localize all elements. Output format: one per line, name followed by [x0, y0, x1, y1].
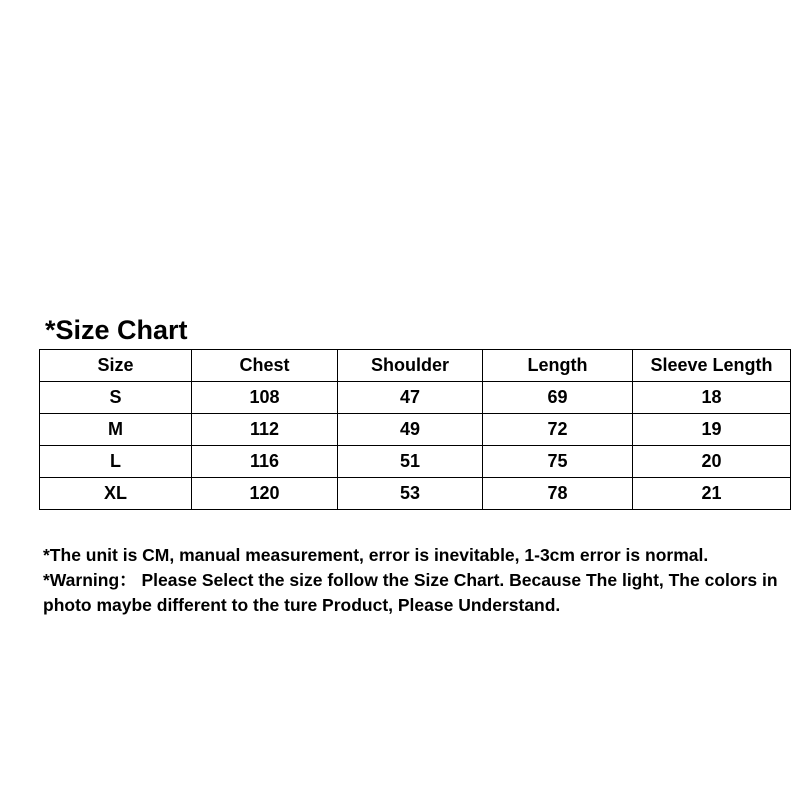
- cell-shoulder: 49: [338, 414, 483, 446]
- header-sleeve-length: Sleeve Length: [633, 350, 791, 382]
- cell-shoulder: 47: [338, 382, 483, 414]
- cell-chest: 112: [192, 414, 338, 446]
- cell-size: XL: [40, 478, 192, 510]
- cell-sleeve-length: 19: [633, 414, 791, 446]
- cell-chest: 120: [192, 478, 338, 510]
- table-row: [40, 414, 791, 446]
- table-row: [40, 446, 791, 478]
- cell-chest: 108: [192, 382, 338, 414]
- unit-note: *The unit is CM, manual measurement, error is inevitable, 1-3cm error is normal.: [43, 545, 709, 565]
- warning-note: *Warning： Please Select the size follow the Size Chart. Because The light, The colors in photo maybe different to the ture Product, Please Understand.: [43, 570, 778, 615]
- table-row: [40, 478, 791, 510]
- page-title: *Size Chart: [45, 315, 188, 345]
- cell-shoulder: 53: [338, 478, 483, 510]
- header-shoulder: Shoulder: [338, 350, 483, 382]
- notes-block: [43, 543, 783, 618]
- header-chest: Chest: [192, 350, 338, 382]
- cell-sleeve-length: 20: [633, 446, 791, 478]
- cell-size: M: [40, 414, 192, 446]
- cell-sleeve-length: 21: [633, 478, 791, 510]
- table-header-row: [40, 350, 791, 382]
- size-chart-table: [39, 349, 791, 510]
- header-size: Size: [40, 350, 192, 382]
- cell-size: L: [40, 446, 192, 478]
- cell-length: 78: [483, 478, 633, 510]
- cell-length: 69: [483, 382, 633, 414]
- cell-shoulder: 51: [338, 446, 483, 478]
- table-row: [40, 382, 791, 414]
- cell-length: 72: [483, 414, 633, 446]
- cell-length: 75: [483, 446, 633, 478]
- cell-chest: 116: [192, 446, 338, 478]
- cell-size: S: [40, 382, 192, 414]
- header-length: Length: [483, 350, 633, 382]
- cell-sleeve-length: 18: [633, 382, 791, 414]
